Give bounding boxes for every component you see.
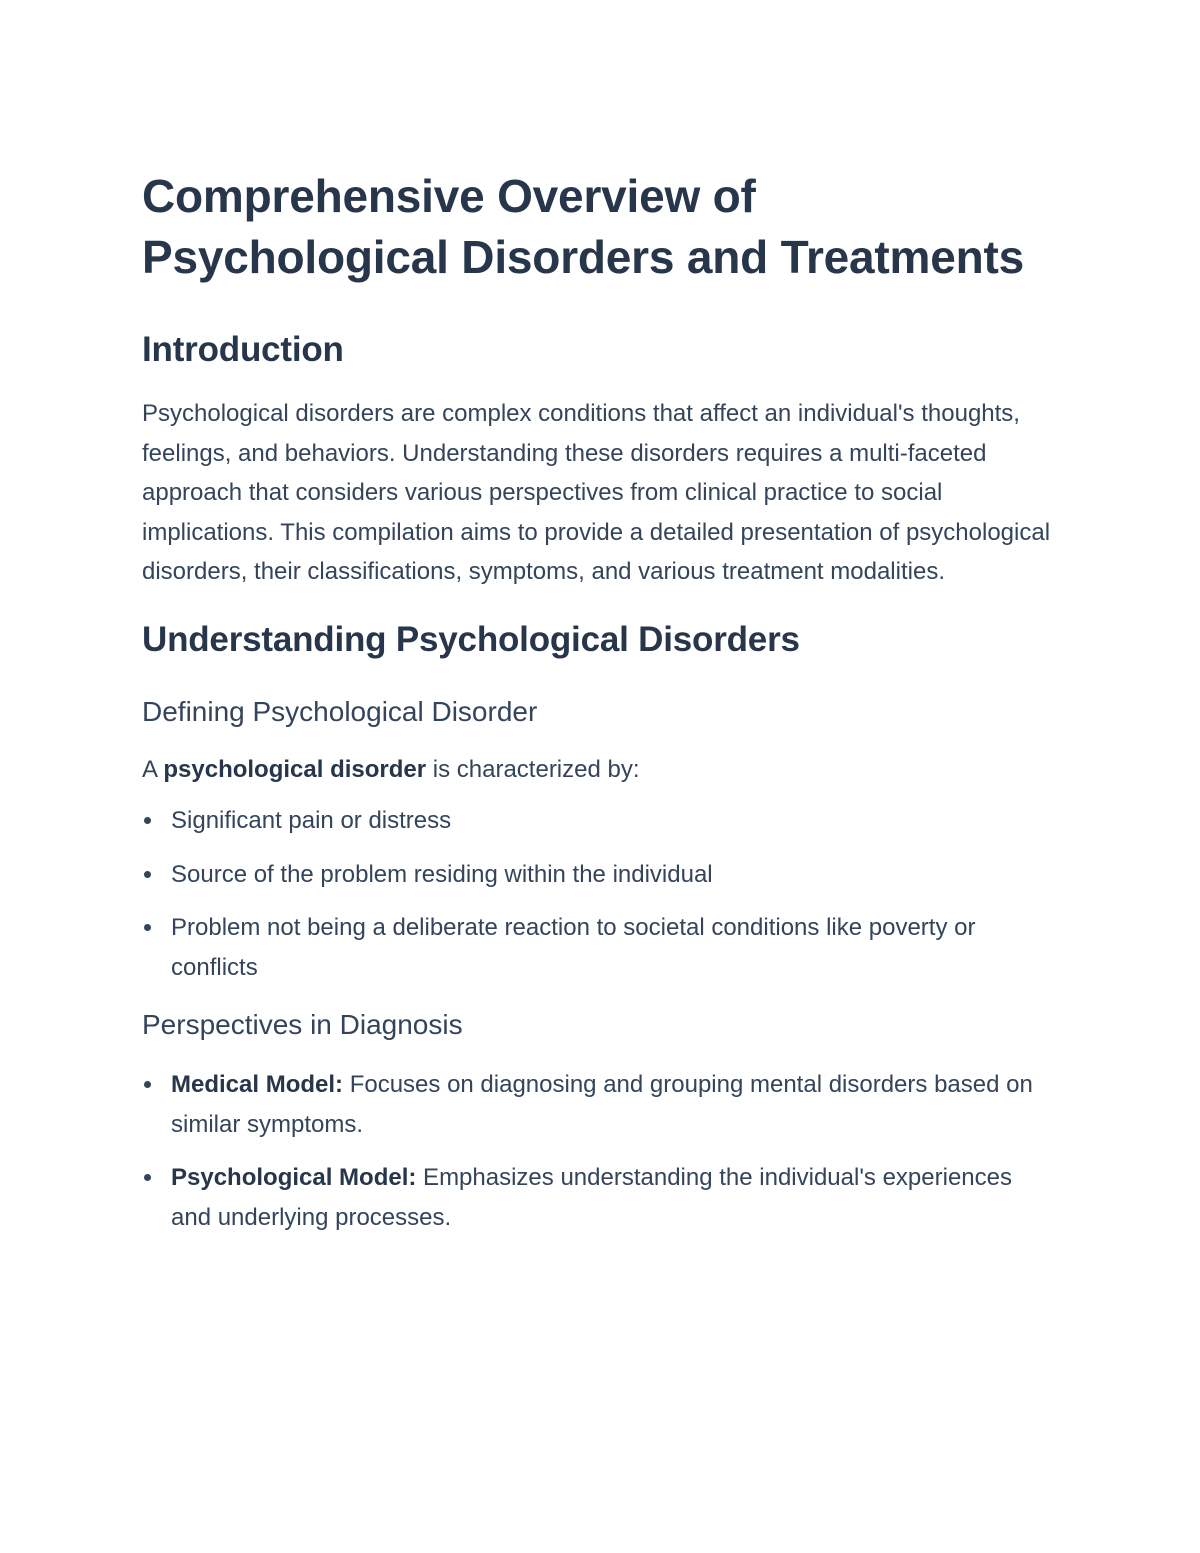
document-title: Comprehensive Overview of Psychological Disorders and Treatments (142, 170, 1025, 283)
list-item (142, 908, 1052, 987)
defining-lead-suffix: is characterized by: (426, 755, 640, 783)
perspectives-list (142, 1065, 1052, 1237)
list-item-text: Problem not being a deliberate reaction to societal conditions like poverty or conflicts (171, 914, 976, 981)
list-item-text: Focuses on diagnosing and grouping mental disorders based on similar symptoms. (171, 1071, 1033, 1138)
document-page (142, 166, 1052, 1237)
introduction-paragraph: Psychological disorders are complex conditions that affect an individual's thoughts, feelings, and behaviors. Understanding these disorders requires a multi-faceted approach that considers various perspectives from clinical practice to social implications. This compilation aims to provide a detailed presentation of psychological disorders, their classifications, symptoms, and various treatment modalities. (142, 400, 1051, 585)
subsection-heading-defining: Defining Psychological Disorder (142, 695, 538, 727)
bullet-icon (144, 1174, 151, 1181)
bullet-icon (144, 924, 151, 931)
list-item (142, 1065, 1052, 1144)
section-heading-understanding: Understanding Psychological Disorders (142, 619, 800, 659)
list-item-text: Emphasizes understanding the individual's experiences and underlying processes. (171, 1164, 1012, 1231)
list-item (142, 855, 1052, 895)
defining-criteria-list (142, 801, 1052, 987)
list-item (142, 1158, 1052, 1237)
list-item-term: Psychological Model: (171, 1164, 417, 1191)
subsection-heading-perspectives: Perspectives in Diagnosis (142, 1009, 463, 1040)
defining-lead (142, 750, 1052, 790)
bullet-icon (144, 1081, 151, 1088)
section-heading-introduction: Introduction (142, 330, 344, 369)
bullet-icon (144, 817, 151, 824)
list-item-text: Source of the problem residing within the individual (171, 860, 713, 888)
list-item-text: Significant pain or distress (171, 807, 452, 834)
defining-lead-term: psychological disorder (163, 755, 427, 783)
defining-lead-prefix: A (142, 755, 164, 783)
list-item-term: Medical Model: (171, 1071, 344, 1098)
list-item (142, 801, 1052, 841)
bullet-icon (144, 871, 151, 878)
